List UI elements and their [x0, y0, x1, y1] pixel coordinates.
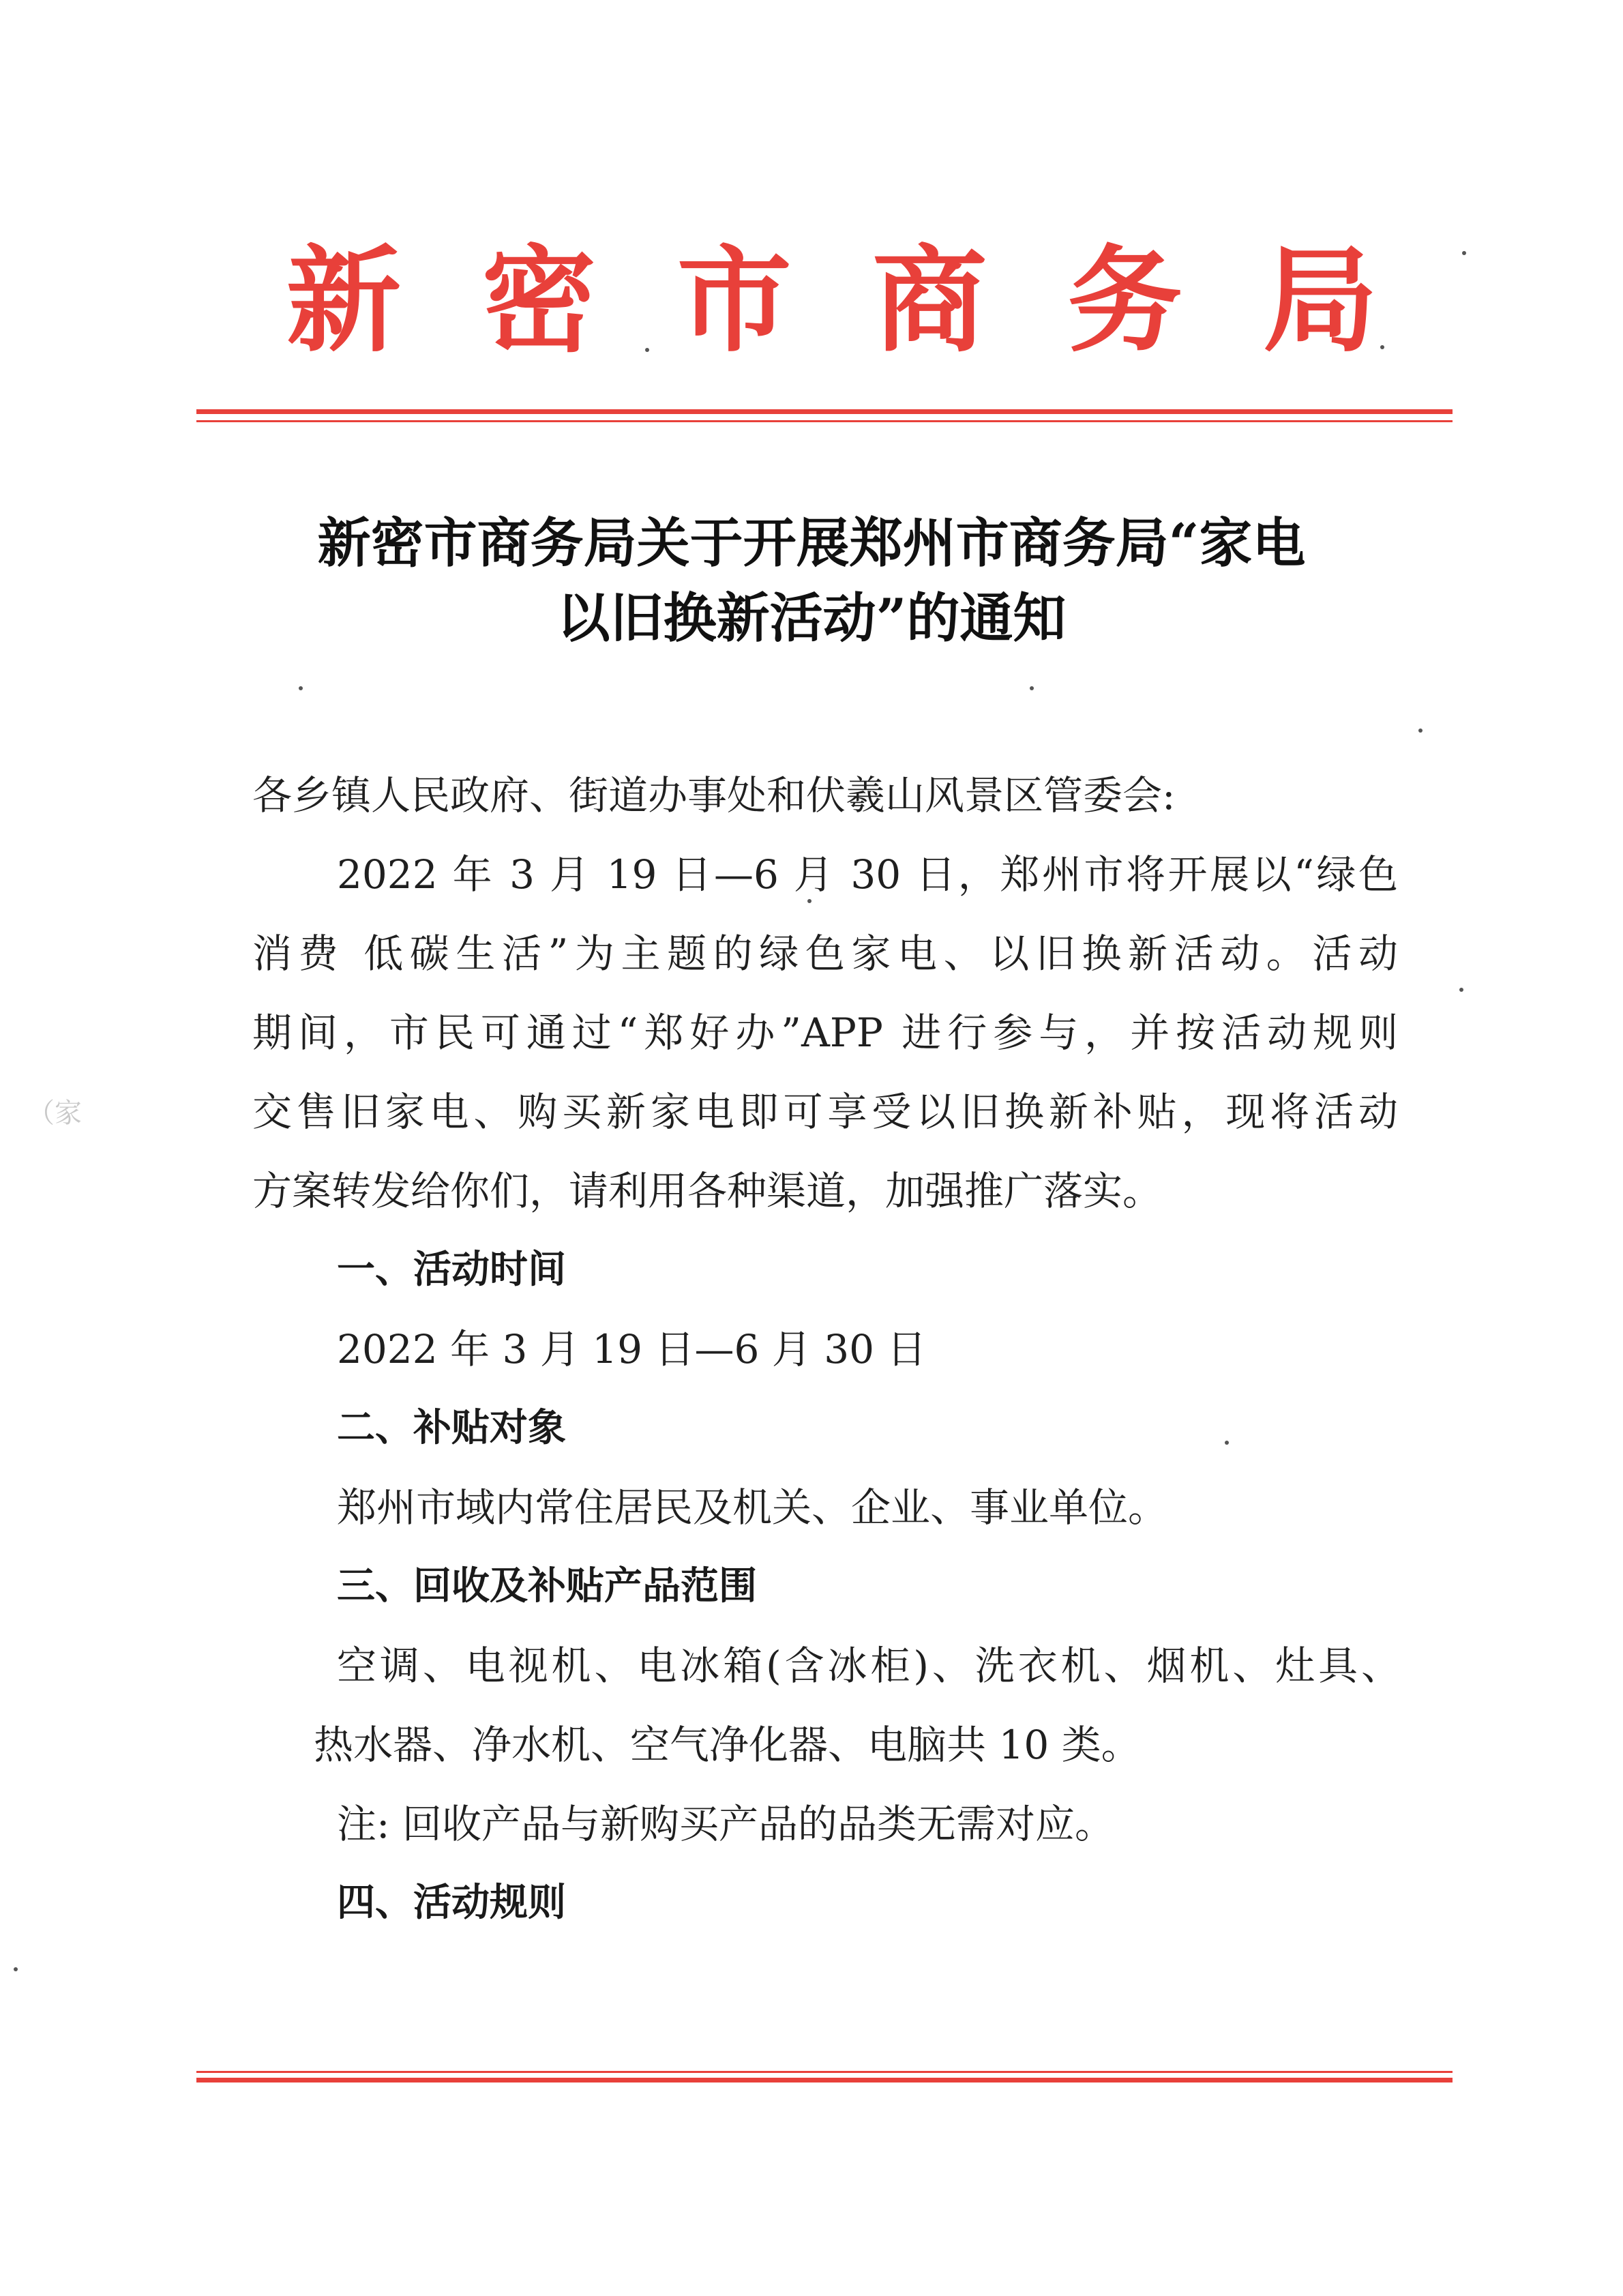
- section-4: [337, 1864, 1401, 1943]
- section-text: 郑州市域内常住居民及机关、企业、事业单位。: [337, 1484, 1168, 1531]
- letterhead-char: 市: [676, 233, 792, 368]
- scan-speck: [299, 686, 303, 690]
- section-heading: 一、活动时间: [337, 1248, 566, 1292]
- scan-speck: [645, 348, 649, 352]
- title-line-1: 新密市商务局关于开展郑州市商务局“家电: [317, 512, 1306, 574]
- footer-divider-thick: [196, 2078, 1453, 2082]
- section-text: 空调、电视机、电冰箱(含冰柜)、洗衣机、烟机、灶具、: [337, 1643, 1401, 1689]
- letterhead-divider-thin: [196, 420, 1453, 422]
- scan-speck: [1380, 345, 1384, 349]
- salutation: [252, 756, 1398, 835]
- section-heading: 二、补贴对象: [337, 1406, 566, 1450]
- intro-paragraph: [252, 835, 1398, 1231]
- scan-speck: [807, 899, 812, 903]
- section-3: [337, 1547, 1401, 1705]
- section-text: 2022 年 3 月 19 日—6 月 30 日: [337, 1326, 927, 1372]
- section-heading: 三、回收及补贴产品范围: [337, 1564, 757, 1608]
- intro-line: 期间，市民可通过“郑好办”APP 进行参与，并按活动规则: [252, 1010, 1398, 1056]
- margin-stamp-fragment: （家: [27, 1098, 82, 1129]
- section-text: 热水器、净水机、空气净化器、电脑共 10 类。: [314, 1722, 1141, 1768]
- letterhead-char: 密: [481, 233, 597, 368]
- scan-speck: [1459, 988, 1463, 992]
- scan-speck: [1030, 686, 1034, 690]
- salutation-text: 各乡镇人民政府、街道办事处和伏羲山风景区管委会:: [252, 772, 1176, 819]
- letterhead-org-name: [286, 232, 1378, 368]
- scan-speck: [14, 1967, 18, 1971]
- scan-speck: [1462, 251, 1466, 255]
- scan-speck: [1418, 728, 1423, 733]
- section-2: [337, 1389, 1401, 1547]
- section-1: [337, 1231, 1401, 1389]
- section-heading: 四、活动规则: [337, 1881, 566, 1925]
- footer-divider-thin: [196, 2071, 1453, 2073]
- section-3-continued: [314, 1705, 1398, 1864]
- letterhead-char: 局: [1262, 233, 1378, 368]
- intro-line: 交售旧家电、购买新家电即可享受以旧换新补贴，现将活动: [252, 1089, 1398, 1135]
- scan-speck: [1225, 1441, 1229, 1445]
- intro-line: 方案转发给你们，请利用各种渠道，加强推广落实。: [252, 1168, 1163, 1214]
- section-note: 注: 回收产品与新购买产品的品类无需对应。: [337, 1801, 1114, 1847]
- intro-line: 2022 年 3 月 19 日—6 月 30 日，郑州市将开展以“绿色: [337, 851, 1398, 898]
- document-title: [205, 506, 1418, 656]
- letterhead-char: 商: [872, 233, 987, 368]
- letterhead-char: 新: [286, 233, 401, 368]
- intro-line: 消费 低碳生活”为主题的绿色家电、以旧换新活动。活动: [252, 930, 1398, 977]
- letterhead-char: 务: [1067, 233, 1182, 368]
- title-line-2: 以旧换新活动”的通知: [556, 587, 1067, 649]
- letterhead-divider-thick: [196, 409, 1453, 414]
